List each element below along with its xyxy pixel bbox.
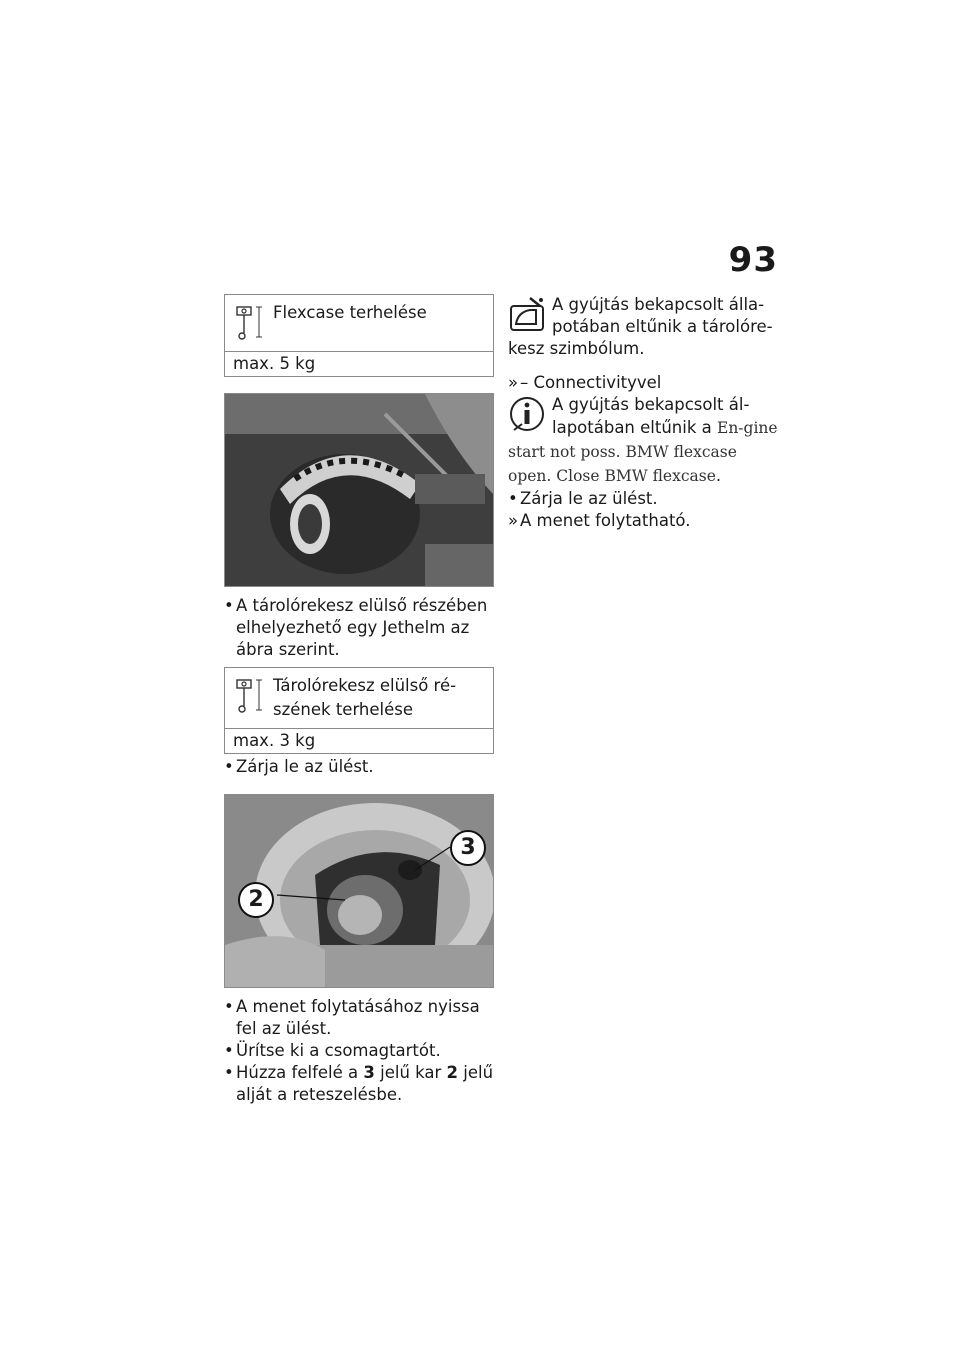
spec-value: max. 3 kg xyxy=(225,728,493,753)
left-column xyxy=(224,294,494,1106)
info-block-storage-symbol xyxy=(508,294,780,360)
storage-compartment-icon xyxy=(508,294,546,334)
right-column xyxy=(508,294,780,532)
helmet-storage-photo xyxy=(224,393,494,587)
info-icon xyxy=(508,394,546,434)
list-item: • Húzza felfelé a 3 jelű kar 2 jelű alját a reteszelésbe. xyxy=(224,1062,494,1106)
info-text: A gyújtás bekapcsolt ál-lapotában eltűnik a xyxy=(552,395,750,437)
display-message: En-gine start not poss. BMW flexcase open. Close BMW flexcase xyxy=(508,419,778,485)
info-block-connectivity: A gyújtás bekapcsolt ál-lapotában eltűnik a En-gine start not poss. BMW flexcase open. Close BMW flexcase. xyxy=(508,395,778,485)
weight-load-icon xyxy=(235,303,265,341)
page-number: 93 xyxy=(728,240,778,280)
spec-box-front-compartment-load xyxy=(224,667,494,754)
ref-number: 3 xyxy=(363,1063,375,1082)
weight-load-icon xyxy=(235,676,265,714)
result-item: » A menet folytatható. xyxy=(508,510,780,532)
list-item: • Ürítse ki a csomagtartót. xyxy=(224,1040,494,1062)
spec-title: Tárolórekesz elülső ré-szének terhelése xyxy=(273,676,457,719)
spec-title: Flexcase terhelése xyxy=(273,303,427,322)
list-item: • A tárolórekesz elülső részében elhelyezhető egy Jethelm az ábra szerint. xyxy=(224,595,494,661)
list-item: • A menet folytatásához nyissa fel az ülést. xyxy=(224,996,494,1040)
spec-box-flexcase-load xyxy=(224,294,494,377)
sub-heading: » – Connectivityvel xyxy=(508,372,780,394)
ref-number: 2 xyxy=(446,1063,459,1082)
list-item: • Zárja le az ülést. xyxy=(224,756,494,778)
list-item: • Zárja le az ülést. xyxy=(508,488,780,510)
callout-3: 3 xyxy=(450,830,486,866)
spec-value: max. 5 kg xyxy=(225,351,493,376)
info-text: A gyújtás bekapcsolt álla-potában eltűnik a tárolóre-kesz szimbólum. xyxy=(508,295,773,358)
callout-2: 2 xyxy=(238,882,274,918)
flexcase-figure xyxy=(224,794,494,988)
